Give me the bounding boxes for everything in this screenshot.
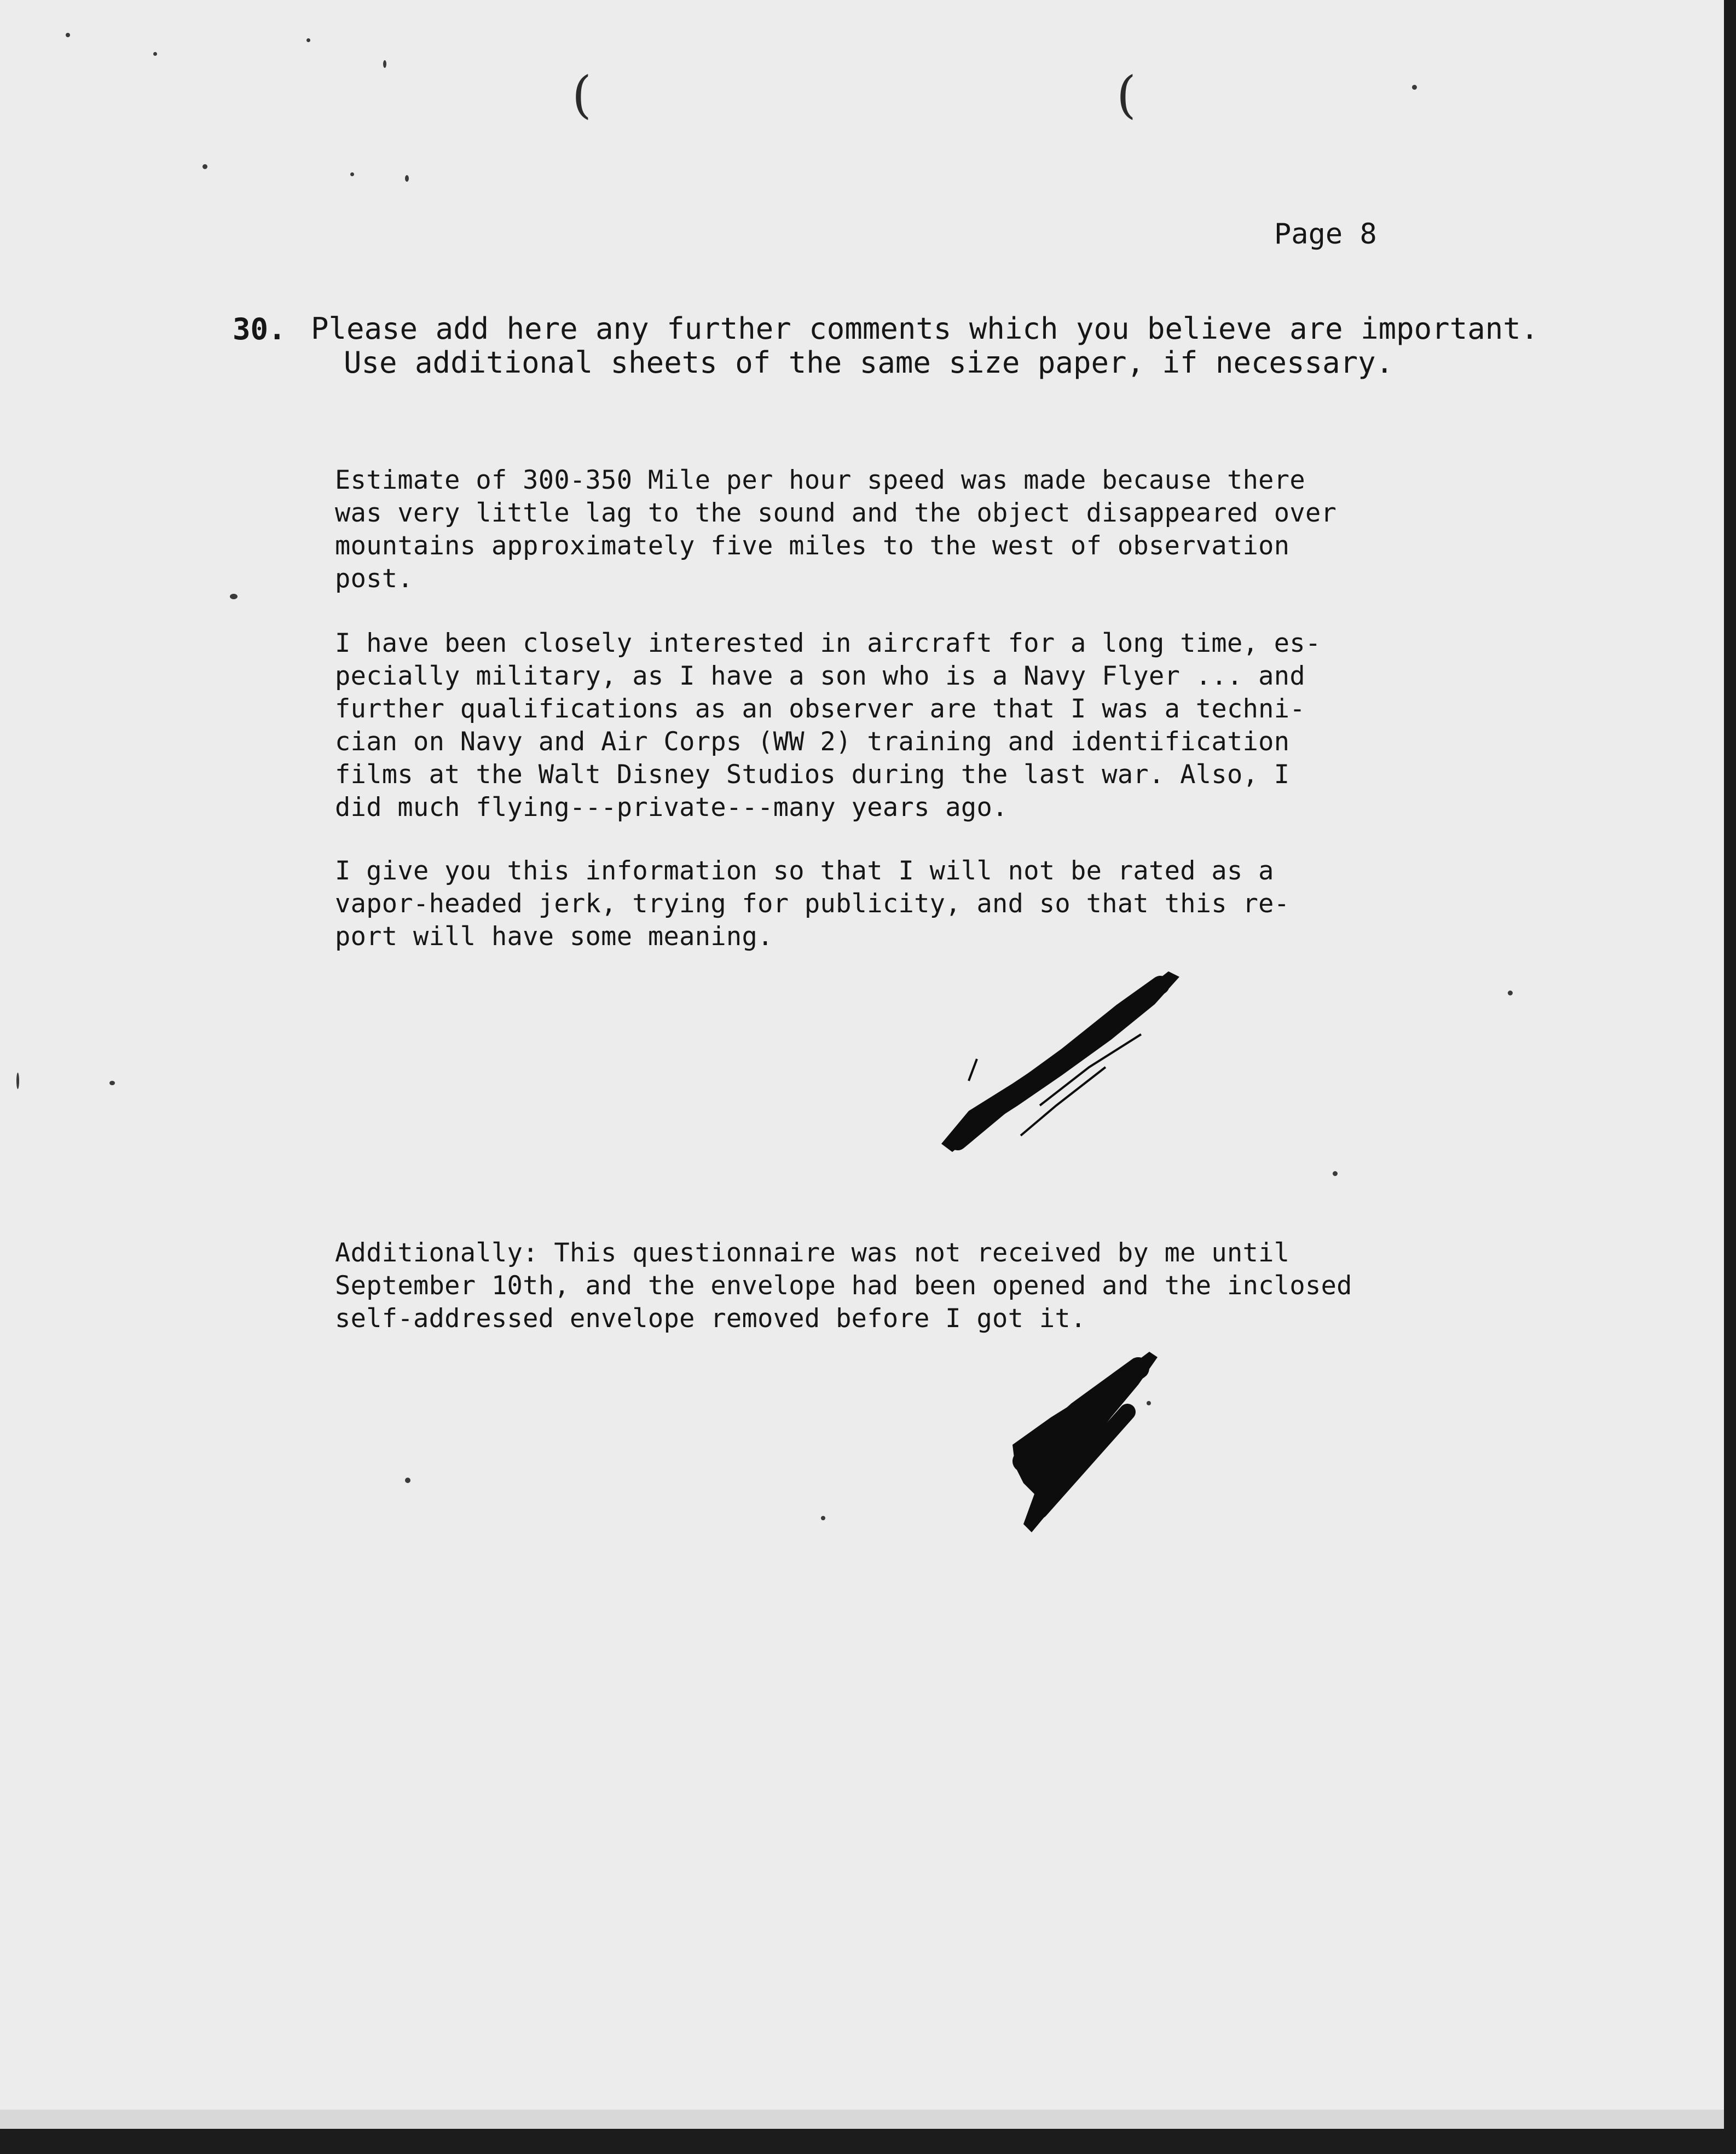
scan-speck bbox=[405, 175, 409, 182]
scan-speck bbox=[821, 1516, 825, 1520]
question-number: 30. bbox=[233, 312, 286, 346]
punch-bracket-right: ( bbox=[1116, 66, 1136, 124]
scan-speck bbox=[230, 594, 238, 599]
scan-speck bbox=[405, 1478, 410, 1483]
redacted-signature-1 bbox=[925, 947, 1188, 1155]
comment-paragraph-speed bbox=[335, 464, 1336, 595]
question-line: Please add here any further comments which you believe are important. bbox=[311, 311, 1539, 346]
scan-speck bbox=[153, 52, 157, 56]
comment-line: self-addressed envelope removed before I got it. bbox=[335, 1304, 1086, 1334]
comment-paragraph-additionally bbox=[335, 1237, 1352, 1335]
punch-bracket-left: ( bbox=[572, 66, 592, 124]
comment-line: vapor-headed jerk, trying for publicity, and so that this re- bbox=[335, 889, 1290, 919]
scan-speck bbox=[202, 164, 207, 169]
question-prompt bbox=[311, 312, 1538, 380]
comment-line: Additionally: This questionnaire was not received by me until bbox=[335, 1238, 1290, 1268]
question-line: Use additional sheets of the same size paper, if necessary. bbox=[344, 345, 1394, 380]
scan-speck bbox=[16, 1073, 19, 1089]
comment-line: did much flying---private---many years ago. bbox=[335, 792, 1008, 823]
comment-line: Estimate of 300-350 Mile per hour speed was made because there bbox=[335, 465, 1305, 495]
scan-speck bbox=[1508, 991, 1513, 995]
scan-speck bbox=[109, 1081, 115, 1085]
scan-speck bbox=[383, 60, 386, 68]
scan-speck bbox=[306, 38, 310, 42]
scan-speck bbox=[66, 33, 70, 37]
comment-line: mountains approximately five miles to the west of observation bbox=[335, 531, 1290, 561]
scan-edge-band bbox=[0, 2110, 1724, 2129]
comment-paragraph-purpose bbox=[335, 855, 1289, 953]
comment-paragraph-qualifications bbox=[335, 627, 1321, 824]
comment-line: was very little lag to the sound and the object disappeared over bbox=[335, 498, 1337, 528]
comment-line: cian on Navy and Air Corps (WW 2) training and identification bbox=[335, 727, 1290, 757]
comment-line: films at the Walt Disney Studios during the last war. Also, I bbox=[335, 760, 1290, 790]
comment-line: September 10th, and the envelope had been opened and the inclosed bbox=[335, 1271, 1352, 1301]
comment-line: I give you this information so that I will not be rated as a bbox=[335, 856, 1274, 886]
comment-line: port will have some meaning. bbox=[335, 922, 773, 952]
scan-speck bbox=[1333, 1171, 1338, 1176]
redacted-signature-2 bbox=[1002, 1335, 1166, 1538]
page-number: Page 8 bbox=[1274, 218, 1377, 251]
scan-speck bbox=[1412, 85, 1417, 90]
scan-speck bbox=[350, 172, 354, 176]
comment-line: post. bbox=[335, 564, 413, 594]
comment-line: further qualifications as an observer are that I was a techni- bbox=[335, 694, 1305, 724]
comment-line: pecially military, as I have a son who is a Navy Flyer ... and bbox=[335, 661, 1305, 691]
comment-line: I have been closely interested in aircraft for a long time, es- bbox=[335, 628, 1321, 658]
